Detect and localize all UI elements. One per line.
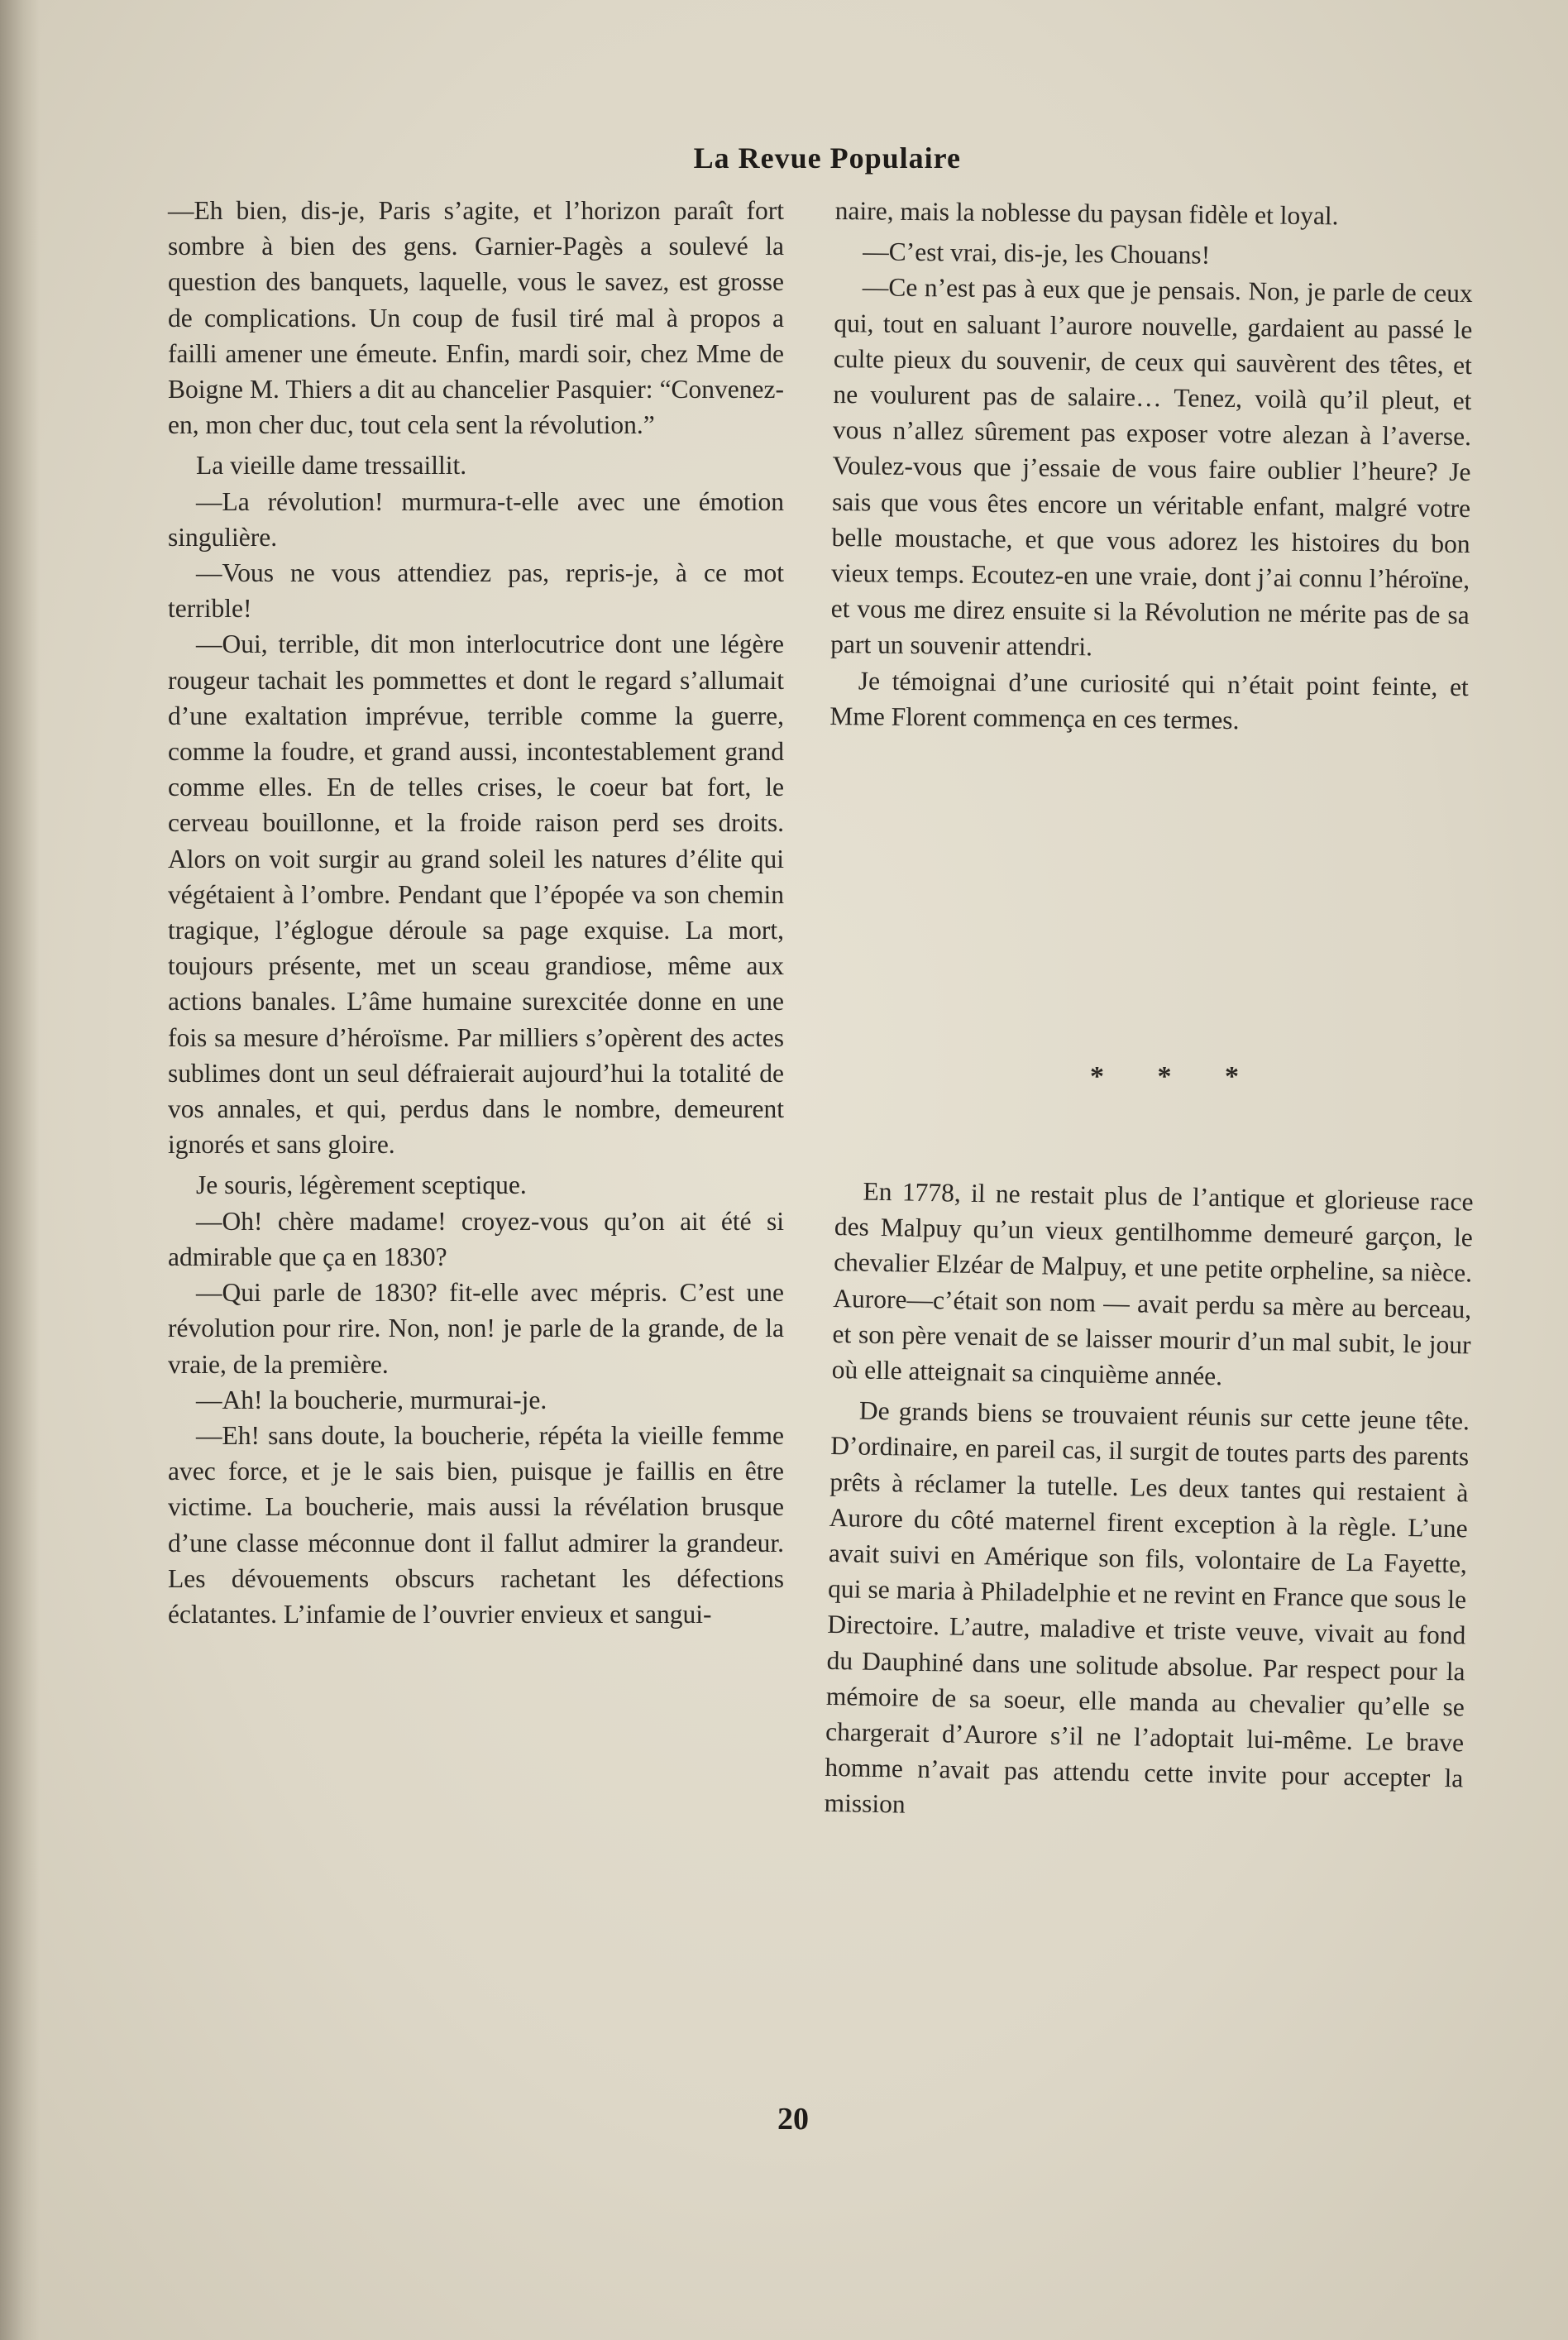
paragraph: Je souris, légèrement sceptique. xyxy=(196,1170,527,1200)
paragraph: —Oui, terrible, dit mon interlocutrice dont une légère rougeur tachait les pommettes et dont le regard s’allumait d’une exaltation imprévue, terrible comme la guerre, comme la foudre, et grand aussi, incontestablement grand comme elles. En de telles crises, le coeur bat fort, le cerveau bouillonne, et la froide raison perd ses droits. Alors on voit surgir au grand soleil les natures d’élite qui végétaient à l’ombre. Pendant que l’épopée va son chemin tragique, l’églogue déroule sa page exquise. La mort, toujours présente, met un sceau grandiose, même aux actions banales. L’âme humaine surexcitée donne en une fois sa mesure d’héroïsme. Par milliers s’opèrent des actes sublimes dont un seul défraierait aujourd’hui la totalité de vos annales, et qui, perdus dans le nombre, demeurent ignorés et sans gloire. xyxy=(168,629,784,1160)
page-number: 20 xyxy=(777,2102,809,2137)
right-column-bottom xyxy=(824,1173,1474,1832)
paragraph: —Eh! sans doute, la boucherie, répéta la vieille femme avec force, et je le sais bien, puisque je faillis en être victime. La boucherie, mais aussi la révélation brusque d’une classe méconnue dont il fallut admirer la grandeur. Les dévouements obscurs rachetant les défections éclatantes. L’infamie de l’ouvrier envieux et sangui- xyxy=(168,1420,784,1629)
paragraph: Je témoignai d’une curiosité qui n’était point feinte, et Mme Florent commença en ces termes. xyxy=(829,665,1469,735)
paragraph: De grands biens se trouvaient réunis sur cette jeune tête. D’ordinaire, en pareil cas, il surgit de toutes parts des parents prêts à réclamer la tutelle. Les deux tantes qui restaient à Aurore du côté maternel firent exception à la règle. L’une avait suivi en Amérique son fils, volontaire de La Fayette, qui se maria à Philadelphie et ne revint en France que sous le Directoire. L’autre, maladive et triste veuve, vivait au fond du Dauphiné dans une solitude absolue. Par respect pour la mémoire de sa soeur, elle manda au chevalier qu’elle se chargerait d’Aurore s’il ne l’adoptait lui-même. Le brave homme n’avait pas attendu cette invite pour accepter la mission xyxy=(824,1395,1470,1820)
left-column xyxy=(168,193,784,1632)
paragraph: naire, mais la noblesse du paysan fidèle et loyal. xyxy=(834,195,1339,231)
paragraph: —Ce n’est pas à eux que je pensais. Non, je parle de ceux qui, tout en saluant l’aurore nouvelle, gardaient au passé le culte pieux du souvenir, de ceux qui sauvèrent des têtes, et ne voulurent pas de salaire… Tenez, voilà qu’il pleut, et vous n’allez sûrement pas exposer votre alezan à l’averse. Voulez-vous que j’essaie de vous faire oublier l’heure? Je sais que vous êtes encore un véritable enfant, malgré votre belle moustache, et que vous adorez les histoires du bon vieux temps. Ecoutez-en une vraie, dont j’ai connu l’héroïne, et vous me direz ensuite si la Révolution ne mérite pas de sa part un souvenir attendri. xyxy=(830,272,1473,662)
paragraph: —Oh! chère madame! croyez-vous qu’on ait été si admirable que ça en 1830? xyxy=(168,1206,784,1271)
paragraph: —Vous ne vous attendiez pas, repris-je, à ce mot terrible! xyxy=(168,558,784,624)
page-binding-shadow xyxy=(0,0,40,2340)
section-separator: * * * xyxy=(1090,1061,1262,1092)
paragraph: —Qui parle de 1830? fit-elle avec mépris. C’est une révolution pour rire. Non, non! je parle de la grande, de la vraie, de la première. xyxy=(168,1278,784,1379)
paragraph: —C’est vrai, dis-je, les Chouans! xyxy=(863,237,1211,270)
right-column-top xyxy=(829,193,1474,740)
paragraph: En 1778, il ne restait plus de l’antique et glorieuse race des Malpuy qu’un vieux gentilhomme demeuré garçon, le chevalier Elzéar de Malpuy, et une petite orpheline, sa nièce. Aurore—c’était son nom — avait perdu sa mère au berceau, et son père venait de se laisser mourir d’un mal subit, le jour où elle atteignait sa cinquième année. xyxy=(831,1176,1474,1391)
paragraph: —Eh bien, dis-je, Paris s’agite, et l’horizon paraît fort sombre à bien des gens. Garnier-Pagès a soulevé la question des banquets, laquelle, vous le savez, est grosse de complications. Un coup de fusil tiré mal à propos a failli amener une émeute. Enfin, mardi soir, chez Mme de Boigne M. Thiers a dit au chancelier Pasquier: “Convenez-en, mon cher duc, tout cela sent la révolution.” xyxy=(168,196,784,440)
paragraph: La vieille dame tressaillit. xyxy=(196,451,467,481)
paragraph: —La révolution! murmura-t-elle avec une émotion singulière. xyxy=(168,486,784,552)
paragraph: —Ah! la boucherie, murmurai-je. xyxy=(196,1385,547,1414)
running-header: La Revue Populaire xyxy=(693,141,961,175)
